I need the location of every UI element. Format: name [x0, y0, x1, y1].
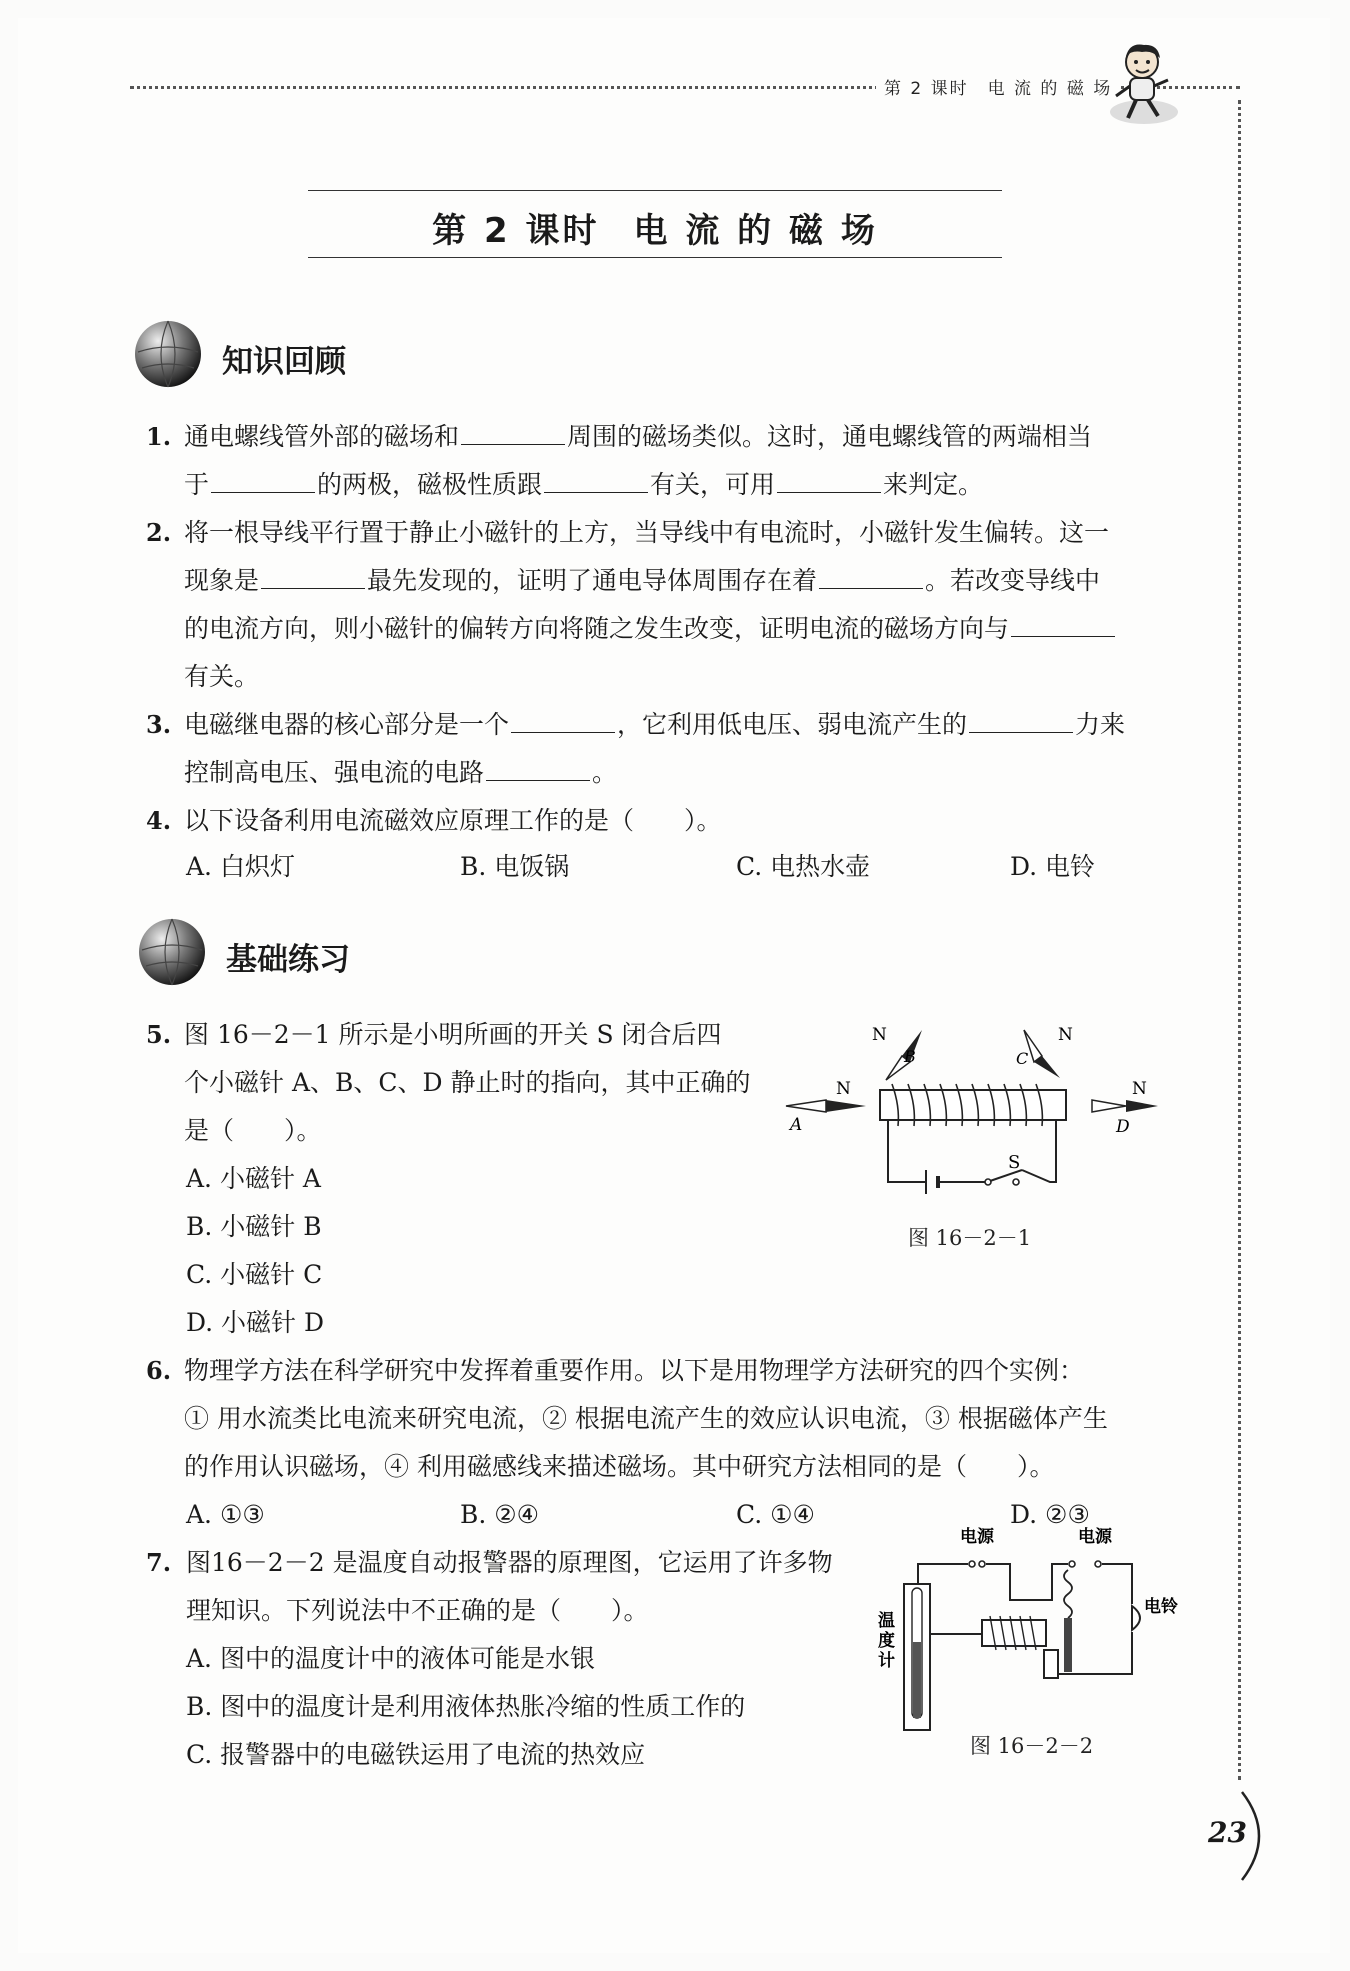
- lesson-title-box: [308, 190, 1002, 258]
- figure-temperature-alarm: [876, 1524, 1178, 1734]
- label-b: B: [904, 1047, 916, 1066]
- armature: [1064, 1618, 1072, 1672]
- q5-line-2: 个小磁针 A、B、C、D 静止时的指向，其中正确的: [184, 1068, 751, 1097]
- q6-option-c[interactable]: C. ①④: [736, 1500, 815, 1529]
- q7-option-a[interactable]: A. 图中的温度计中的液体可能是水银: [186, 1644, 595, 1673]
- q5-line-3: 是（ ）。: [184, 1116, 322, 1145]
- q3-line-2: 控制高电压、强电流的电路 。: [184, 758, 618, 787]
- bell-icon: [1132, 1606, 1140, 1630]
- q5-option-a[interactable]: A. 小磁针 A: [186, 1164, 321, 1193]
- q4-option-a[interactable]: A. 白炽灯: [186, 852, 295, 881]
- q2-blank-3[interactable]: [1011, 614, 1115, 637]
- label-c: C: [1016, 1049, 1029, 1068]
- label-a: A: [790, 1115, 803, 1135]
- q5-option-c[interactable]: C. 小磁针 C: [186, 1260, 323, 1289]
- q2-blank-1[interactable]: [261, 566, 365, 589]
- q2-number: 2.: [146, 518, 172, 547]
- q5-option-d[interactable]: D. 小磁针 D: [186, 1308, 325, 1337]
- q6-line-2: ① 用水流类比电流来研究电流，② 根据电流产生的效应认识电流，③ 根据磁体产生: [184, 1404, 1108, 1433]
- q6-number: 6.: [146, 1356, 172, 1385]
- q4-option-d[interactable]: D. 电铃: [1010, 852, 1096, 881]
- q1-blank-2[interactable]: [211, 470, 315, 493]
- q2-line-4: 有关。: [184, 662, 260, 691]
- q1-line-1: 通电螺线管外部的磁场和 周围的磁场类似。这时，通电螺线管的两端相当: [184, 422, 1093, 451]
- q4-option-c[interactable]: C. 电热水壶: [736, 852, 871, 881]
- svg-text:N: N: [1132, 1079, 1147, 1099]
- q6-option-a[interactable]: A. ①③: [186, 1500, 265, 1529]
- svg-text:计: 计: [878, 1651, 895, 1671]
- compass-d-head: [1126, 1100, 1158, 1112]
- label-power-2: 电源: [1078, 1527, 1112, 1547]
- q4-stem: 以下设备利用电流磁效应原理工作的是（ ）。: [184, 806, 722, 835]
- contact-block: [1044, 1650, 1058, 1678]
- q1-number: 1.: [146, 422, 172, 451]
- q6-line-3: 的作用认识磁场，④ 利用磁感线来描述磁场。其中研究方法相同的是（ ）。: [184, 1452, 1055, 1481]
- q6-option-d[interactable]: D. ②③: [1010, 1500, 1090, 1529]
- running-head: 第 2 课时 电 流 的 磁 场: [876, 74, 1120, 99]
- q4-option-b[interactable]: B. 电饭锅: [460, 852, 570, 881]
- spring: [1064, 1570, 1072, 1618]
- q7-option-b[interactable]: B. 图中的温度计是利用液体热胀冷缩的性质工作的: [186, 1692, 746, 1721]
- q4-number: 4.: [146, 806, 172, 835]
- figure-16-2-1-caption: 图 16－2－1: [908, 1226, 1032, 1250]
- q1-blank-3[interactable]: [544, 470, 648, 493]
- q2-blank-2[interactable]: [819, 566, 923, 589]
- q2-line-1: 将一根导线平行置于静止小磁针的上方，当导线中有电流时，小磁针发生偏转。这一: [184, 518, 1110, 547]
- label-switch-s: S: [1008, 1152, 1021, 1173]
- lesson-name: 电 流 的 磁 场: [633, 211, 878, 251]
- svg-text:N: N: [836, 1079, 851, 1099]
- globe-icon: [132, 318, 204, 390]
- q1-blank-1[interactable]: [461, 422, 565, 445]
- lesson-number: 第 2 课时: [432, 211, 600, 251]
- q3-line-1: 电磁继电器的核心部分是一个 ，它利用低电压、弱电流产生的 力来: [184, 710, 1126, 739]
- q3-blank-2[interactable]: [969, 710, 1073, 733]
- page-number: 23: [1208, 1816, 1247, 1849]
- solenoid-core: [880, 1090, 1066, 1120]
- svg-text:温: 温: [878, 1611, 895, 1631]
- svg-text:N: N: [1058, 1025, 1073, 1045]
- q2-line-2: 现象是 最先发现的，证明了通电导体周围存在着 。若改变导线中: [184, 566, 1101, 595]
- compass-a-head: [826, 1100, 866, 1112]
- section-basic-title: 基础练习: [226, 942, 350, 978]
- q2-line-3: 的电流方向，则小磁针的偏转方向将随之发生改变，证明电流的磁场方向与: [184, 614, 1117, 644]
- q3-blank-1[interactable]: [511, 710, 615, 733]
- q5-line-1: 图 16－2－1 所示是小明所画的开关 S 闭合后四: [184, 1020, 722, 1049]
- compass-a-tail: [786, 1100, 826, 1112]
- svg-text:度: 度: [878, 1631, 895, 1651]
- q1-blank-4[interactable]: [777, 470, 881, 493]
- mascot-cartoon-icon: [1108, 40, 1180, 126]
- q7-line-1: 图16－2－2 是温度自动报警器的原理图，它运用了许多物: [186, 1548, 833, 1577]
- side-dotted-rule: [1238, 100, 1241, 1780]
- thermometer-liquid: [913, 1642, 921, 1718]
- globe-icon: [136, 916, 208, 988]
- label-power-1: 电源: [960, 1527, 994, 1547]
- label-bell: 电铃: [1144, 1597, 1178, 1617]
- q3-blank-3[interactable]: [486, 758, 590, 781]
- compass-c-head: [1034, 1056, 1060, 1078]
- q5-option-b[interactable]: B. 小磁针 B: [186, 1212, 322, 1241]
- q7-number: 7.: [146, 1548, 172, 1577]
- q3-number: 3.: [146, 710, 172, 739]
- label-d: D: [1116, 1117, 1130, 1137]
- compass-d-tail: [1092, 1100, 1126, 1112]
- q6-option-b[interactable]: B. ②④: [460, 1500, 540, 1529]
- figure-solenoid-compasses: [776, 1020, 1166, 1220]
- q1-line-2: 于 的两极，磁极性质跟 有关，可用 来判定。: [184, 470, 984, 499]
- lesson-title: [308, 203, 1002, 252]
- q7-option-c[interactable]: C. 报警器中的电磁铁运用了电流的热效应: [186, 1740, 646, 1769]
- circuit-wire: [888, 1120, 1056, 1182]
- section-review-title: 知识回顾: [222, 344, 346, 380]
- q6-line-1: 物理学方法在科学研究中发挥着重要作用。以下是用物理学方法研究的四个实例：: [184, 1356, 1085, 1385]
- figure-16-2-2-caption: 图 16－2－2: [970, 1734, 1094, 1758]
- q5-number: 5.: [146, 1020, 172, 1049]
- svg-text:N: N: [872, 1025, 887, 1045]
- q7-line-2: 理知识。下列说法中不正确的是（ ）。: [186, 1596, 649, 1625]
